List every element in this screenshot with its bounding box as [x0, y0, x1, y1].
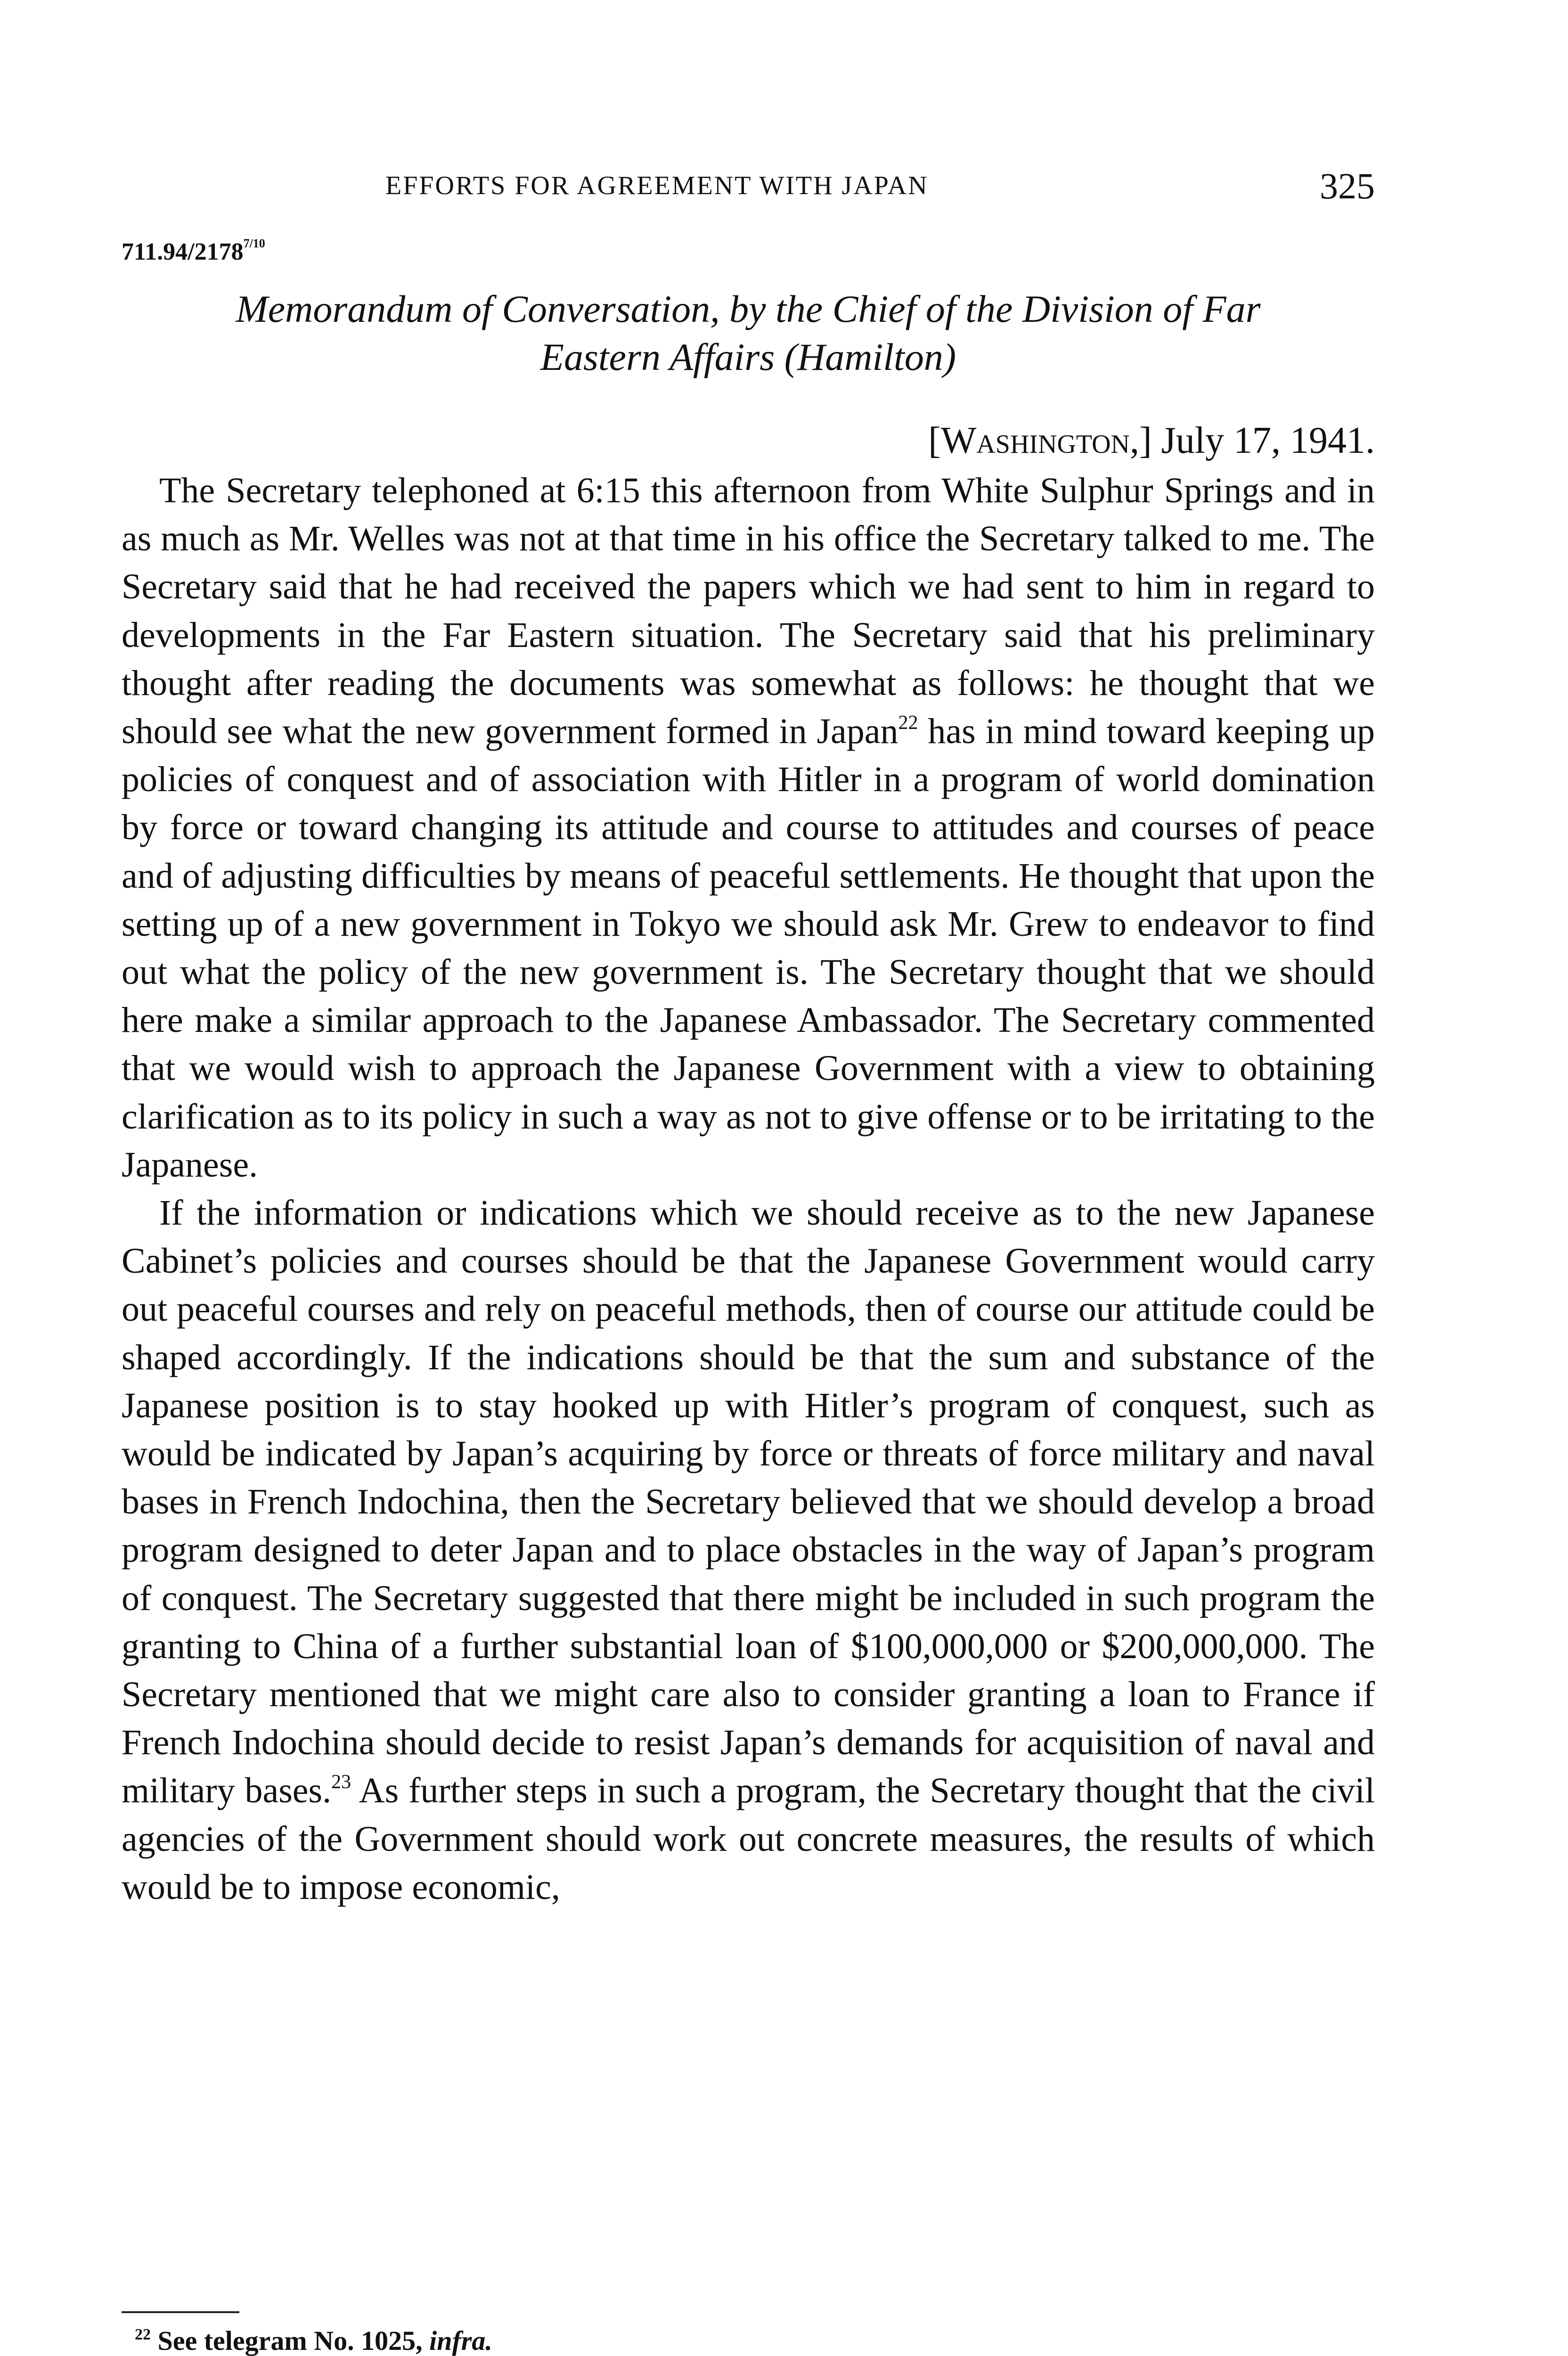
paragraph-1-part-b: has in mind toward keeping up policies of conquest and of association with Hitler in a program of world domination by force or toward changing its attitude and course to attitudes and courses of peace and of adjusting difficulties by means of peaceful settlements. He thought that upon the setting up of a new government in Tokyo we should ask Mr. Grew to endeavor to find out what the policy of the new government is. The Secretary thought that we should here make a similar approach to the Japanese Ambassador. The Secretary commented that we would wish to approach the Japanese Government with a view to obtaining clarification as to its policy in such a way as not to give offense or to be irritating to the Japanese. — [122, 712, 1375, 1185]
paragraph-2-part-b: As further steps in such a program, the Secretary thought that the civil agencies of the Government should work out concrete measures, the results of which would be to impose economic, — [122, 1771, 1375, 1907]
footnote-divider — [122, 2311, 239, 2313]
page-number: 325 — [1320, 165, 1375, 206]
footnote-ref-23: 23 — [331, 1771, 351, 1793]
footnote-22-text: See telegram No. 1025, — [157, 2325, 430, 2356]
footnote-22-italic: infra. — [429, 2325, 492, 2356]
paragraph-1 — [122, 466, 1375, 1189]
footnote-ref-22: 22 — [898, 712, 918, 734]
file-number — [122, 238, 265, 266]
document-page — [122, 0, 1375, 2356]
document-title — [122, 285, 1375, 381]
dateline-place: [Washington,] — [928, 420, 1152, 461]
paragraph-2-part-a: If the information or indications which we should receive as to the new Japanese Cabinet’s policies and courses should be that the Japanese Government would carry out peaceful courses and rely on peaceful methods, then of course our attitude could be shaped accordingly. If the indications should be that the sum and substance of the Japanese position is to stay hooked up with Hitler’s program of conquest, such as would be indicated by Japan’s acquiring by force or threats of force military and naval bases in French Indochina, then the Secretary believed that we should develop a broad program designed to deter Japan and to place obstacles in the way of Japan’s program of conquest. The Secretary suggested that there might be included in such program the granting to China of a further substantial loan of $100,000,000 or $200,000,000. The Secretary mentioned that we might care also to consider granting a loan to France if French Indochina should decide to resist Japan’s demands for acquisition of naval and military bases. — [122, 1193, 1375, 1811]
file-number-text: 711.94/2178 — [122, 238, 244, 265]
paragraph-2 — [122, 1189, 1375, 1911]
document-title-line-1: Memorandum of Conversation, by the Chief of the Division of Far — [236, 287, 1261, 330]
body-text — [122, 466, 1375, 1911]
file-number-suffix: 7/10 — [243, 237, 265, 250]
running-head-title: EFFORTS FOR AGREEMENT WITH JAPAN — [385, 171, 929, 200]
dateline-date: July 17, 1941. — [1161, 420, 1375, 461]
footnotes — [122, 2325, 1375, 2356]
footnote-22 — [122, 2325, 1375, 2356]
running-head — [122, 165, 1375, 217]
footnote-22-number: 22 — [135, 2326, 151, 2343]
document-title-line-2: Eastern Affairs (Hamilton) — [540, 335, 956, 378]
dateline — [928, 419, 1375, 462]
paragraph-1-part-a: The Secretary telephoned at 6:15 this afternoon from White Sulphur Springs and in as much as Mr. Welles was not at that time in his office the Secretary talked to me. The Secretary said that he had received the papers which we had sent to him in regard to developments in the Far Eastern situation. The Secretary said that his preliminary thought after reading the documents was somewhat as follows: he thought that we should see what the new government formed in Japan — [122, 471, 1375, 752]
